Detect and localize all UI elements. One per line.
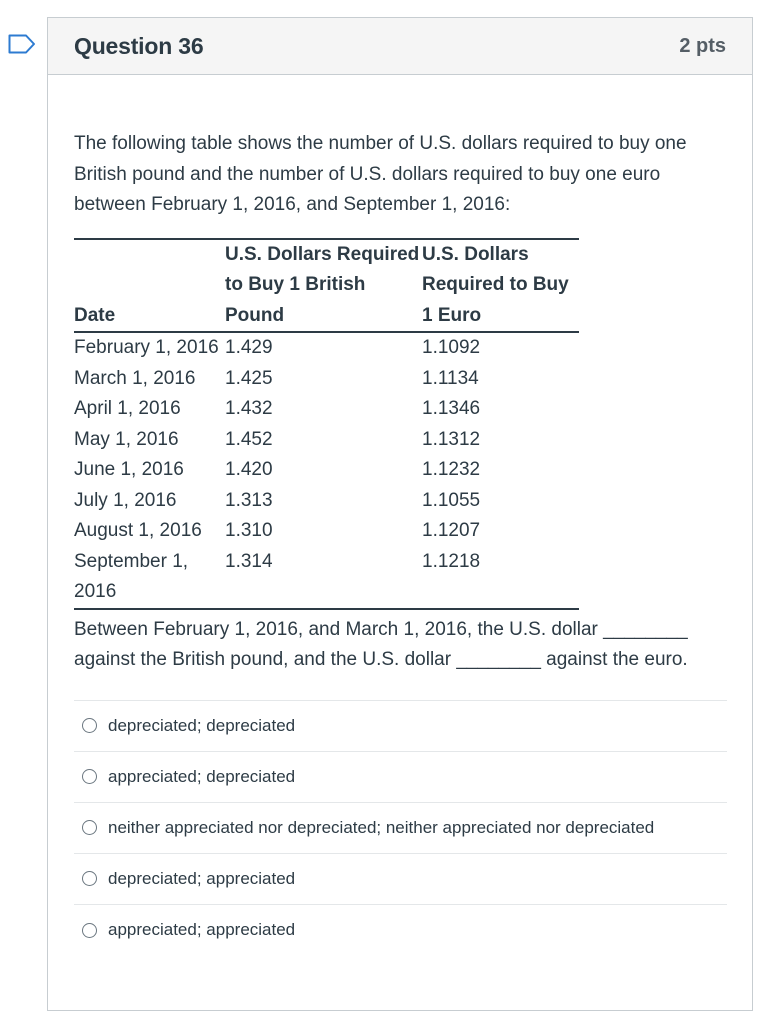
table-body: [74, 332, 579, 609]
cell-date: July 1, 2016: [74, 489, 177, 511]
table-row: [74, 547, 579, 609]
table-row: [74, 394, 579, 425]
header-eur: U.S. Dollars Required to Buy 1 Euro: [422, 243, 569, 326]
table-row: [74, 486, 579, 517]
cell-eur: 1.1218: [422, 550, 481, 572]
table-row: [74, 425, 579, 456]
table-header-row: [74, 239, 579, 333]
exchange-rate-table: [74, 238, 579, 610]
cell-eur: 1.1055: [422, 489, 481, 511]
header-date: Date: [74, 304, 116, 326]
radio-button[interactable]: [82, 871, 97, 886]
radio-button[interactable]: [82, 923, 97, 938]
cell-gbp: 1.314: [225, 550, 273, 572]
cell-eur: 1.1312: [422, 428, 481, 450]
cell-date: May 1, 2016: [74, 428, 179, 450]
table-row: [74, 455, 579, 486]
table-row: [74, 516, 579, 547]
cell-gbp: 1.432: [225, 398, 273, 419]
cell-date: August 1, 2016: [74, 520, 202, 541]
cell-eur: 1.1134: [422, 367, 479, 389]
question-header: [48, 18, 752, 75]
cell-gbp: 1.452: [225, 428, 273, 450]
answer-option[interactable]: [74, 752, 727, 803]
answer-option[interactable]: [74, 854, 727, 905]
cell-date: February 1, 2016: [74, 337, 219, 358]
question-body: [48, 129, 752, 956]
radio-button[interactable]: [82, 820, 97, 835]
answer-label: appreciated; depreciated: [108, 766, 296, 786]
cell-gbp: 1.429: [225, 337, 273, 358]
table-row: [74, 332, 579, 364]
cell-date: March 1, 2016: [74, 367, 196, 389]
cell-gbp: 1.425: [225, 367, 273, 389]
question-card: [47, 17, 753, 1011]
cell-gbp: 1.313: [225, 489, 273, 511]
question-intro: The following table shows the number of U.S. dollars required to buy one British pound and the number of U.S. dollars required to buy one euro between February 1, 2016, and September 1, 2016:: [74, 133, 687, 215]
question-followup: Between February 1, 2016, and March 1, 2016, the U.S. dollar ________ against the British pound, and the U.S. dollar ________ against the euro.: [74, 618, 688, 670]
answer-option[interactable]: [74, 701, 727, 752]
cell-eur: 1.1207: [422, 520, 481, 541]
bookmark-icon[interactable]: [8, 34, 36, 54]
answer-label: appreciated; appreciated: [108, 920, 296, 939]
radio-button[interactable]: [82, 718, 97, 733]
radio-button[interactable]: [82, 769, 97, 784]
cell-eur: 1.1346: [422, 398, 481, 419]
header-gbp: U.S. Dollars Required to Buy 1 British Pound: [225, 243, 420, 326]
answer-label: depreciated; depreciated: [108, 715, 296, 735]
answer-label: neither appreciated nor depreciated; neither appreciated nor depreciated: [108, 817, 655, 837]
answer-list: [74, 700, 727, 956]
question-title: Question 36: [74, 32, 204, 59]
answer-option[interactable]: [74, 905, 727, 956]
answer-option[interactable]: [74, 803, 727, 854]
question-points: 2 pts: [679, 34, 726, 57]
cell-date: April 1, 2016: [74, 398, 181, 419]
cell-date: June 1, 2016: [74, 459, 184, 480]
answer-label: depreciated; appreciated: [108, 868, 296, 888]
cell-date: September 1, 2016: [74, 550, 189, 602]
cell-gbp: 1.310: [225, 520, 273, 541]
cell-eur: 1.1232: [422, 459, 481, 480]
table-row: [74, 364, 579, 395]
cell-gbp: 1.420: [225, 459, 273, 480]
cell-eur: 1.1092: [422, 337, 481, 358]
